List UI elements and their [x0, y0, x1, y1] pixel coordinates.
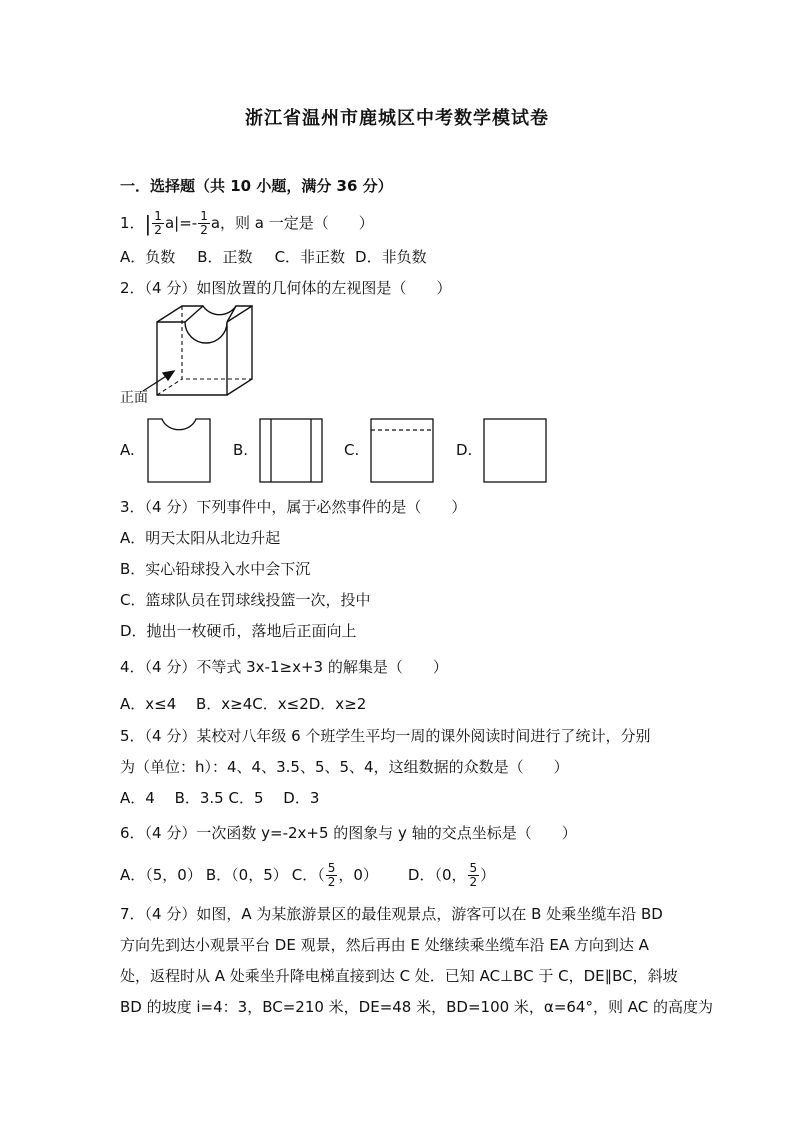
question-number: 1． [120, 214, 145, 232]
fraction-denominator: 2 [327, 875, 336, 889]
fraction-numerator: 1 [154, 209, 162, 223]
question-3-option-d: D．抛出一枚硬币，落地后正面向上 [120, 622, 357, 640]
option-a-view [148, 419, 210, 482]
question-5-options: A．4 B．3.5 C．5 D．3 [120, 789, 320, 807]
fraction-denominator: 2 [154, 223, 162, 237]
option-a: A．负数 [120, 248, 176, 266]
option-c-view [371, 419, 433, 482]
page-title: 浙江省温州市鹿城区中考数学模试卷 [245, 108, 549, 129]
option-c: C．非正数 [274, 248, 346, 266]
option-d-label: D. [456, 441, 473, 459]
option-b-label: B. [233, 441, 249, 459]
option-b: B．（0，5） [205, 866, 288, 884]
abs-close-equals: |=- [174, 214, 198, 232]
question-4-options: A．x≤4 B．x≥4C．x≤2D．x≥2 [120, 695, 367, 713]
question-3-stem: 3．（4 分）下列事件中，属于必然事件的是（ ） [120, 498, 467, 516]
abs-bar: | [144, 211, 152, 236]
question-5-stem-line-1: 5．（4 分）某校对八年级 6 个班学生平均一周的课外阅读时间进行了统计，分别 [120, 727, 651, 745]
option-d: D．非负数 [355, 248, 427, 266]
option-d-suffix: ） [480, 866, 496, 884]
question-6-stem: 6．（4 分）一次函数 y=-2x+5 的图象与 y 轴的交点坐标是（ ） [120, 824, 577, 842]
fraction [326, 862, 338, 889]
question-7-line-2: 方向先到达小观景平台 DE 观景，然后再由 E 处继续乘坐缆车沿 EA 方向到达 A [120, 936, 649, 954]
question-3-option-b: B．实心铅球投入水中会下沉 [120, 560, 311, 578]
option-a: A．（5，0） [120, 866, 202, 884]
option-a-label: A. [120, 441, 135, 459]
option-b-view [260, 419, 322, 482]
question-7-line-4: BD 的坡度 i=4：3，BC=210 米，DE=48 米，BD=100 米，α=64°，则 AC 的高度为 [120, 998, 713, 1016]
front-label: 正面 [120, 390, 148, 406]
fraction-numerator: 5 [469, 861, 478, 875]
question-3-option-a: A．明天太阳从北边升起 [120, 529, 281, 547]
fraction [468, 862, 480, 889]
section-heading: 一．选择题（共 10 小题，满分 36 分） [120, 177, 393, 195]
question-3-option-c: C．篮球队员在罚球线投篮一次，投中 [120, 591, 371, 609]
question-2-stem: 2．（4 分）如图放置的几何体的左视图是（ ） [120, 279, 452, 297]
fraction-denominator: 2 [469, 875, 478, 889]
option-d-prefix: D．（0， [407, 866, 467, 884]
variable: a [164, 214, 175, 232]
option-c-prefix: C．（ [291, 866, 325, 884]
fraction-denominator: 2 [200, 223, 208, 237]
question-4-stem: 4．（4 分）不等式 3x-1≥x+3 的解集是（ ） [120, 658, 448, 676]
fraction-numerator: 5 [327, 861, 336, 875]
option-b: B．正数 [197, 248, 253, 266]
fraction-numerator: 1 [200, 209, 208, 223]
question-6-options [120, 862, 495, 889]
option-c-label: C. [344, 441, 360, 459]
option-c-suffix: ，0） [338, 866, 378, 884]
question-7-line-1: 7．（4 分）如图，A 为某旅游景区的最佳观景点，游客可以在 B 处乘坐缆车沿 BD [120, 905, 663, 923]
question-5-stem-line-2: 为（单位：h）：4、4、3.5、5、5、4，这组数据的众数是（ ） [120, 758, 569, 776]
question-1-tail: a，则 a 一定是（ ） [210, 214, 374, 232]
option-d-view [484, 419, 546, 482]
question-7-line-3: 处，返程时从 A 处乘坐升降电梯直接到达 C 处．已知 AC⊥BC 于 C，DE∥BC，斜坡 [120, 967, 678, 985]
